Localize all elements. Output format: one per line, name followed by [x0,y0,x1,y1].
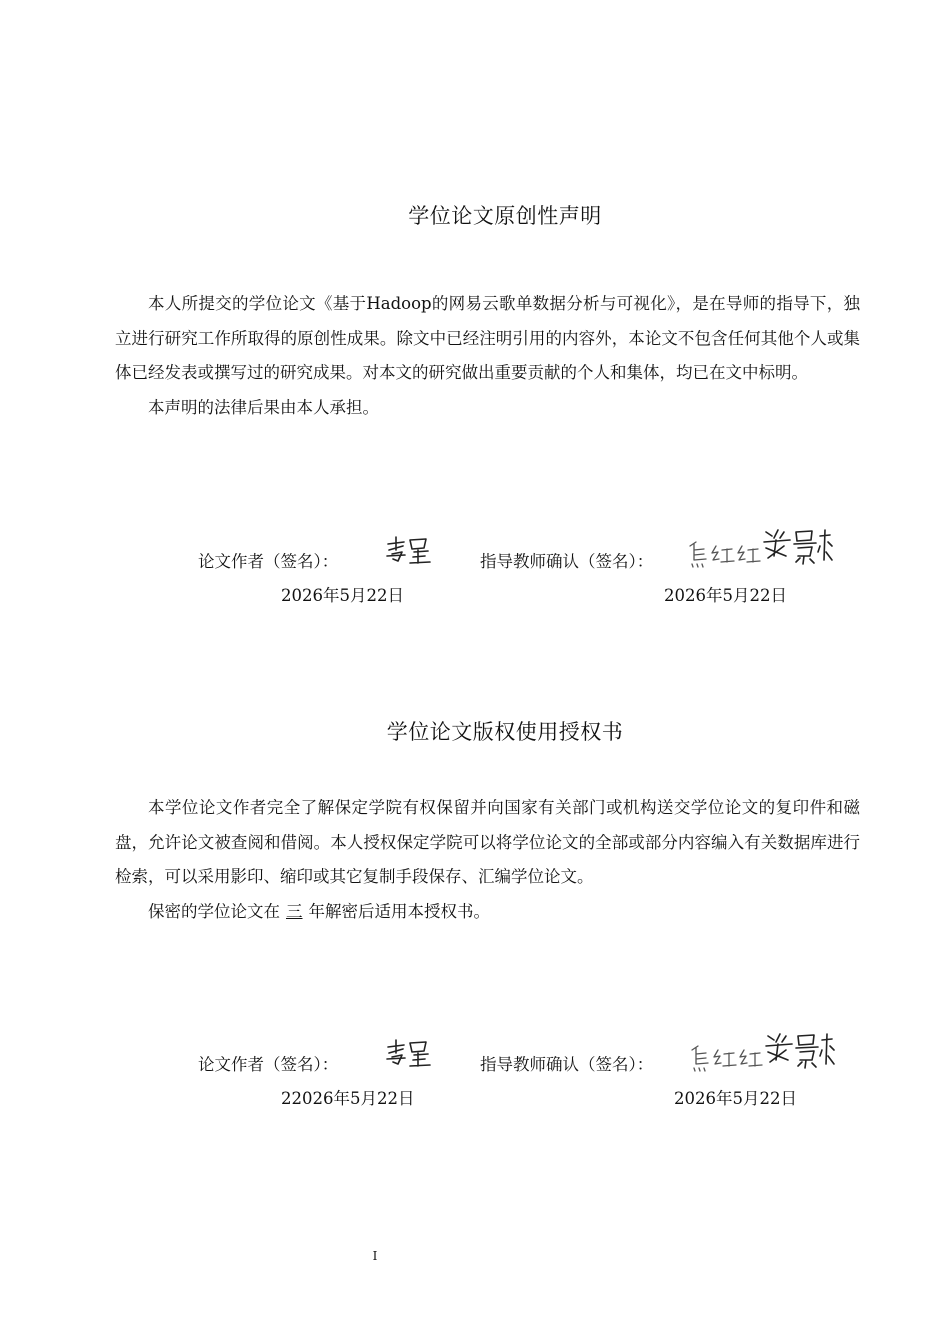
declaration-author-signature [384,534,432,568]
authorization-advisor-signature-label: 指导教师确认（签名）： [480,1055,654,1074]
authorization-advisor-date: 2026年5月22日 [674,1089,797,1108]
authorization-author-date: 22026年5月22日 [281,1089,415,1108]
confidential-prefix: 保密的学位论文在 [148,901,280,921]
authorization-body [115,791,860,929]
authorization-paragraph-2 [115,895,860,930]
authorization-author-signature-label: 论文作者（签名）： [198,1055,339,1074]
declaration-paragraph-1: 本人所提交的学位论文《基于Hadoop的网易云歌单数据分析与可视化》，是在导师的指导下，独立进行研究工作所取得的原创性成果。除文中已经注明引用的内容外，本论文不包含任何其他个人或集体已经发表或撰写过的研究成果。对本文的研究做出重要贡献的个人和集体，均已在文中标明。 [115,294,860,382]
declaration-advisor-signature-label: 指导教师确认（签名）： [480,552,654,571]
declaration-author-signature-label: 论文作者（签名）： [198,552,339,571]
confidential-years: 三 [286,901,303,921]
declaration-title: 学位论文原创性声明 [408,204,602,228]
authorization-paragraph-1: 本学位论文作者完全了解保定学院有权保留并向国家有关部门或机构送交学位论文的复印件和磁盘，允许论文被查阅和借阅。本人授权保定学院可以将学位论文的全部或部分内容编入有关数据库进行检索，可以采用影印、缩印或其它复制手段保存、汇编学位论文。 [115,798,860,886]
declaration-author-date: 2026年5月22日 [281,586,404,605]
authorization-title: 学位论文版权使用授权书 [386,720,624,744]
declaration-paragraph-2: 本声明的法律后果由本人承担。 [148,397,379,417]
confidential-suffix: 年解密后适用本授权书。 [308,901,490,921]
authorization-author-signature [384,1037,432,1071]
page-number: I [372,1249,378,1263]
declaration-advisor-signature [686,526,834,568]
declaration-advisor-date: 2026年5月22日 [664,586,787,605]
authorization-advisor-signature [688,1030,836,1072]
declaration-body [115,287,860,425]
